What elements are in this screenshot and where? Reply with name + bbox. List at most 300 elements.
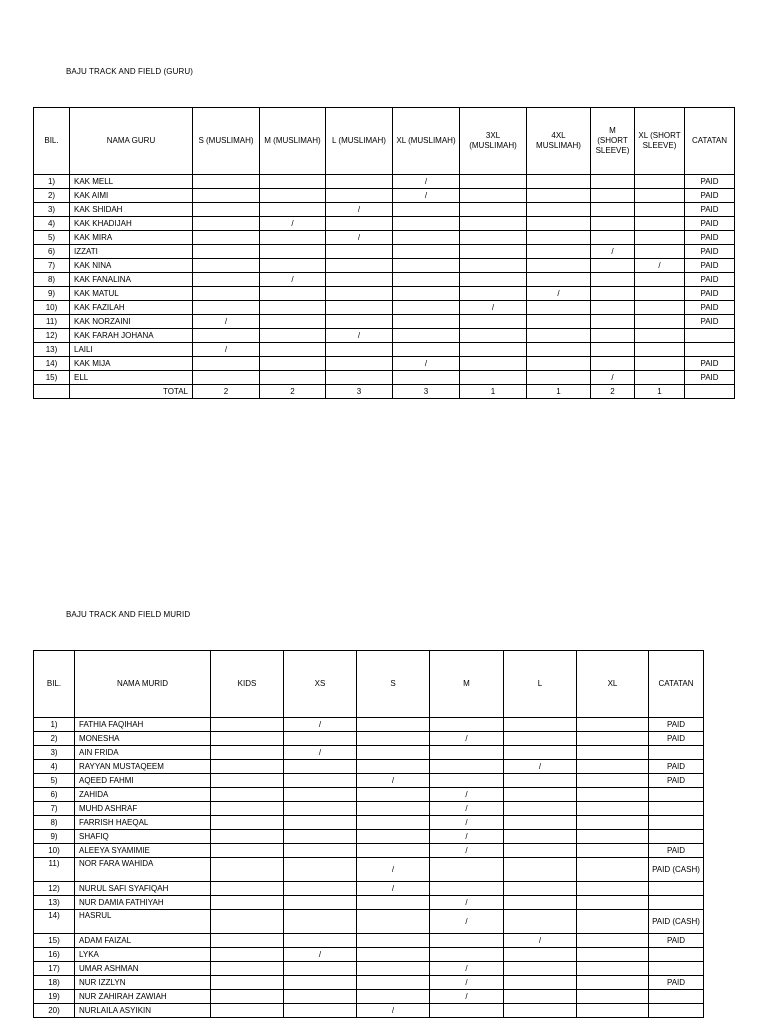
size-mark	[326, 273, 393, 287]
size-mark	[326, 343, 393, 357]
size-mark	[211, 1004, 284, 1018]
size-mark: /	[393, 175, 460, 189]
table-row	[34, 774, 704, 788]
row-note: PAID	[685, 273, 735, 287]
column-header: 4XL MUSLIMAH)	[527, 108, 591, 175]
row-number: 9)	[34, 830, 75, 844]
row-name: HASRUL	[75, 910, 211, 934]
size-mark: /	[284, 718, 357, 732]
total-value: 3	[393, 385, 460, 399]
size-mark	[393, 231, 460, 245]
row-name: KAK NINA	[70, 259, 193, 273]
row-note: PAID	[649, 732, 704, 746]
row-name: NUR DAMIA FATHIYAH	[75, 896, 211, 910]
size-mark	[527, 273, 591, 287]
size-mark	[193, 175, 260, 189]
row-number: 10)	[34, 301, 70, 315]
size-mark	[326, 357, 393, 371]
size-mark: /	[591, 245, 635, 259]
total-value: 1	[527, 385, 591, 399]
row-note	[685, 329, 735, 343]
row-number: 4)	[34, 760, 75, 774]
table-row	[34, 732, 704, 746]
row-name: KAK SHIDAH	[70, 203, 193, 217]
row-note: PAID	[685, 231, 735, 245]
row-name: NURLAILA ASYIKIN	[75, 1004, 211, 1018]
size-mark	[393, 217, 460, 231]
row-number: 16)	[34, 948, 75, 962]
table-row	[34, 1004, 704, 1018]
size-mark	[577, 934, 649, 948]
row-note	[649, 990, 704, 1004]
size-mark	[504, 962, 577, 976]
size-mark	[211, 774, 284, 788]
size-mark	[211, 948, 284, 962]
size-mark	[393, 245, 460, 259]
size-mark	[591, 357, 635, 371]
size-mark	[591, 203, 635, 217]
row-number: 2)	[34, 189, 70, 203]
total-value: 2	[260, 385, 326, 399]
size-mark	[430, 882, 504, 896]
size-mark	[635, 273, 685, 287]
total-value: 1	[460, 385, 527, 399]
row-note: PAID	[649, 774, 704, 788]
table-row	[34, 357, 735, 371]
size-mark	[527, 231, 591, 245]
size-mark	[527, 203, 591, 217]
size-mark	[577, 948, 649, 962]
size-mark	[357, 990, 430, 1004]
size-mark	[326, 189, 393, 203]
size-mark	[635, 245, 685, 259]
row-number: 17)	[34, 962, 75, 976]
table-row	[34, 802, 704, 816]
size-mark	[211, 816, 284, 830]
row-name: KAK NORZAINI	[70, 315, 193, 329]
size-mark	[635, 175, 685, 189]
size-mark: /	[430, 802, 504, 816]
size-mark	[635, 231, 685, 245]
table-row	[34, 896, 704, 910]
total-note-cell	[685, 385, 735, 399]
size-mark	[260, 287, 326, 301]
table-row	[34, 287, 735, 301]
size-mark	[460, 329, 527, 343]
size-mark	[577, 896, 649, 910]
row-name: KAK MIJA	[70, 357, 193, 371]
size-mark	[504, 990, 577, 1004]
row-note	[685, 343, 735, 357]
size-mark	[591, 259, 635, 273]
size-mark: /	[527, 287, 591, 301]
size-mark	[211, 830, 284, 844]
size-mark	[504, 788, 577, 802]
column-header: XL (MUSLIMAH)	[393, 108, 460, 175]
size-mark	[504, 802, 577, 816]
row-name: FARRISH HAEQAL	[75, 816, 211, 830]
column-header: XS	[284, 651, 357, 718]
guru-table	[33, 107, 735, 399]
size-mark	[504, 858, 577, 882]
size-mark	[284, 816, 357, 830]
size-mark	[460, 245, 527, 259]
size-mark: /	[193, 343, 260, 357]
size-mark	[260, 343, 326, 357]
row-name: ELL	[70, 371, 193, 385]
row-note: PAID	[685, 287, 735, 301]
size-mark	[504, 882, 577, 896]
size-mark	[577, 844, 649, 858]
size-mark	[211, 858, 284, 882]
size-mark	[577, 788, 649, 802]
size-mark	[527, 259, 591, 273]
row-name: MONESHA	[75, 732, 211, 746]
row-note: PAID	[649, 760, 704, 774]
table-row	[34, 788, 704, 802]
size-mark	[527, 315, 591, 329]
row-name: NUR ZAHIRAH ZAWIAH	[75, 990, 211, 1004]
size-mark	[284, 976, 357, 990]
size-mark	[460, 315, 527, 329]
size-mark: /	[430, 962, 504, 976]
size-mark	[260, 245, 326, 259]
row-note	[649, 746, 704, 760]
size-mark	[284, 882, 357, 896]
size-mark	[635, 371, 685, 385]
size-mark	[284, 990, 357, 1004]
size-mark: /	[430, 896, 504, 910]
row-name: AQEED FAHMI	[75, 774, 211, 788]
size-mark	[357, 732, 430, 746]
table-row	[34, 882, 704, 896]
size-mark	[430, 934, 504, 948]
row-name: KAK FANALINA	[70, 273, 193, 287]
size-mark	[260, 301, 326, 315]
row-number: 13)	[34, 343, 70, 357]
size-mark	[284, 802, 357, 816]
table-row	[34, 830, 704, 844]
row-number: 4)	[34, 217, 70, 231]
row-note: PAID	[649, 844, 704, 858]
size-mark	[357, 802, 430, 816]
row-note	[649, 896, 704, 910]
row-note	[649, 948, 704, 962]
row-note: PAID	[685, 259, 735, 273]
size-mark	[460, 189, 527, 203]
table-row	[34, 934, 704, 948]
size-mark	[577, 910, 649, 934]
size-mark: /	[260, 273, 326, 287]
size-mark: /	[284, 948, 357, 962]
size-mark	[357, 746, 430, 760]
table-row	[34, 175, 735, 189]
size-mark	[326, 315, 393, 329]
size-mark	[635, 287, 685, 301]
size-mark	[284, 910, 357, 934]
size-mark	[211, 896, 284, 910]
row-name: MUHD ASHRAF	[75, 802, 211, 816]
row-note	[649, 802, 704, 816]
table-row	[34, 962, 704, 976]
column-header: CATATAN	[649, 651, 704, 718]
size-mark: /	[357, 774, 430, 788]
size-mark	[193, 329, 260, 343]
size-mark	[193, 273, 260, 287]
size-mark: /	[326, 231, 393, 245]
table-row	[34, 760, 704, 774]
row-name: UMAR ASHMAN	[75, 962, 211, 976]
total-value: 1	[635, 385, 685, 399]
row-name: KAK MATUL	[70, 287, 193, 301]
size-mark	[211, 990, 284, 1004]
size-mark	[504, 844, 577, 858]
row-note	[649, 962, 704, 976]
table-row	[34, 976, 704, 990]
column-header: 3XL (MUSLIMAH)	[460, 108, 527, 175]
size-mark	[260, 259, 326, 273]
row-name: KAK FARAH JOHANA	[70, 329, 193, 343]
murid-header-row	[34, 651, 704, 718]
size-mark	[577, 774, 649, 788]
size-mark	[284, 1004, 357, 1018]
row-number: 12)	[34, 329, 70, 343]
row-number: 5)	[34, 231, 70, 245]
size-mark	[211, 788, 284, 802]
row-name: ADAM FAIZAL	[75, 934, 211, 948]
row-note	[649, 882, 704, 896]
size-mark	[577, 760, 649, 774]
size-mark	[393, 301, 460, 315]
size-mark	[193, 371, 260, 385]
size-mark	[393, 273, 460, 287]
size-mark	[357, 948, 430, 962]
size-mark	[460, 357, 527, 371]
row-note: PAID	[685, 301, 735, 315]
row-name: KAK AIMI	[70, 189, 193, 203]
size-mark	[357, 760, 430, 774]
table-row	[34, 273, 735, 287]
size-mark	[284, 844, 357, 858]
size-mark	[284, 858, 357, 882]
size-mark	[504, 976, 577, 990]
size-mark	[430, 948, 504, 962]
column-header: S (MUSLIMAH)	[193, 108, 260, 175]
size-mark	[193, 217, 260, 231]
size-mark	[357, 788, 430, 802]
row-name: LYKA	[75, 948, 211, 962]
row-name: SHAFIQ	[75, 830, 211, 844]
row-note: PAID	[685, 175, 735, 189]
size-mark: /	[430, 788, 504, 802]
size-mark: /	[460, 301, 527, 315]
size-mark	[527, 189, 591, 203]
size-mark	[591, 217, 635, 231]
size-mark	[635, 301, 685, 315]
murid-section-title: BAJU TRACK AND FIELD MURID	[66, 610, 191, 619]
size-mark	[460, 371, 527, 385]
row-number: 1)	[34, 175, 70, 189]
size-mark	[591, 273, 635, 287]
row-number: 14)	[34, 357, 70, 371]
size-mark	[591, 231, 635, 245]
row-number: 2)	[34, 732, 75, 746]
size-mark	[460, 203, 527, 217]
size-mark	[504, 896, 577, 910]
murid-table-body	[34, 718, 704, 1018]
row-name: NUR IZZLYN	[75, 976, 211, 990]
size-mark	[577, 830, 649, 844]
column-header: M	[430, 651, 504, 718]
size-mark	[357, 718, 430, 732]
row-number: 9)	[34, 287, 70, 301]
row-note: PAID (CASH)	[649, 858, 704, 882]
size-mark	[577, 882, 649, 896]
size-mark	[591, 175, 635, 189]
size-mark	[357, 976, 430, 990]
size-mark	[460, 343, 527, 357]
row-name: NURUL SAFI SYAFIQAH	[75, 882, 211, 896]
size-mark	[284, 896, 357, 910]
size-mark	[211, 962, 284, 976]
size-mark	[635, 343, 685, 357]
size-mark	[357, 830, 430, 844]
size-mark	[326, 259, 393, 273]
row-note: PAID	[685, 245, 735, 259]
total-value: 3	[326, 385, 393, 399]
row-name: KAK FAZILAH	[70, 301, 193, 315]
guru-header-row	[34, 108, 735, 175]
size-mark	[193, 231, 260, 245]
size-mark	[393, 343, 460, 357]
size-mark	[193, 259, 260, 273]
column-header: L (MUSLIMAH)	[326, 108, 393, 175]
row-note: PAID	[685, 203, 735, 217]
size-mark	[527, 371, 591, 385]
row-name: FATHIA FAQIHAH	[75, 718, 211, 732]
column-header: NAMA MURID	[75, 651, 211, 718]
table-row	[34, 301, 735, 315]
size-mark: /	[284, 746, 357, 760]
table-row	[34, 858, 704, 882]
table-row	[34, 718, 704, 732]
row-name: NOR FARA WAHIDA	[75, 858, 211, 882]
size-mark	[635, 357, 685, 371]
row-name: KAK KHADIJAH	[70, 217, 193, 231]
size-mark	[260, 203, 326, 217]
total-label: TOTAL	[70, 385, 193, 399]
size-mark	[460, 287, 527, 301]
size-mark	[504, 774, 577, 788]
row-name: KAK MIRA	[70, 231, 193, 245]
row-note	[649, 830, 704, 844]
size-mark	[284, 934, 357, 948]
size-mark	[260, 371, 326, 385]
size-mark: /	[393, 357, 460, 371]
table-row	[34, 844, 704, 858]
size-mark	[284, 788, 357, 802]
column-header: NAMA GURU	[70, 108, 193, 175]
size-mark: /	[357, 858, 430, 882]
row-number: 6)	[34, 245, 70, 259]
table-row	[34, 746, 704, 760]
size-mark: /	[260, 217, 326, 231]
size-mark	[211, 934, 284, 948]
row-note: PAID	[685, 189, 735, 203]
row-number: 14)	[34, 910, 75, 934]
row-name: ZAHIDA	[75, 788, 211, 802]
row-number: 19)	[34, 990, 75, 1004]
size-mark	[591, 329, 635, 343]
column-header: BIL.	[34, 651, 75, 718]
row-number: 3)	[34, 746, 75, 760]
size-mark	[211, 910, 284, 934]
size-mark	[577, 802, 649, 816]
size-mark	[430, 746, 504, 760]
size-mark	[591, 287, 635, 301]
size-mark	[211, 844, 284, 858]
size-mark	[260, 175, 326, 189]
size-mark	[460, 175, 527, 189]
size-mark	[260, 189, 326, 203]
row-number: 11)	[34, 858, 75, 882]
size-mark	[460, 273, 527, 287]
size-mark	[591, 189, 635, 203]
size-mark	[504, 746, 577, 760]
size-mark	[635, 189, 685, 203]
row-name: AIN FRIDA	[75, 746, 211, 760]
size-mark	[591, 315, 635, 329]
size-mark	[193, 301, 260, 315]
size-mark	[211, 718, 284, 732]
table-row	[34, 816, 704, 830]
table-row	[34, 343, 735, 357]
total-value: 2	[193, 385, 260, 399]
size-mark	[193, 189, 260, 203]
size-mark	[260, 357, 326, 371]
column-header: L	[504, 651, 577, 718]
size-mark	[635, 217, 685, 231]
size-mark	[635, 315, 685, 329]
table-row	[34, 259, 735, 273]
row-number: 8)	[34, 273, 70, 287]
size-mark: /	[504, 934, 577, 948]
size-mark: /	[430, 816, 504, 830]
row-name: ALEEYA SYAMIMIE	[75, 844, 211, 858]
size-mark: /	[504, 760, 577, 774]
size-mark	[357, 934, 430, 948]
size-mark	[430, 858, 504, 882]
size-mark	[357, 910, 430, 934]
table-row	[34, 245, 735, 259]
row-note: PAID	[649, 934, 704, 948]
row-note	[649, 1004, 704, 1018]
table-row	[34, 231, 735, 245]
size-mark: /	[326, 329, 393, 343]
size-mark	[577, 1004, 649, 1018]
size-mark	[393, 315, 460, 329]
size-mark	[577, 858, 649, 882]
size-mark: /	[193, 315, 260, 329]
row-number: 7)	[34, 259, 70, 273]
size-mark	[326, 371, 393, 385]
row-note: PAID	[649, 976, 704, 990]
table-row	[34, 371, 735, 385]
row-number: 18)	[34, 976, 75, 990]
row-name: LAILI	[70, 343, 193, 357]
column-header: XL (SHORT SLEEVE)	[635, 108, 685, 175]
row-note: PAID	[685, 371, 735, 385]
